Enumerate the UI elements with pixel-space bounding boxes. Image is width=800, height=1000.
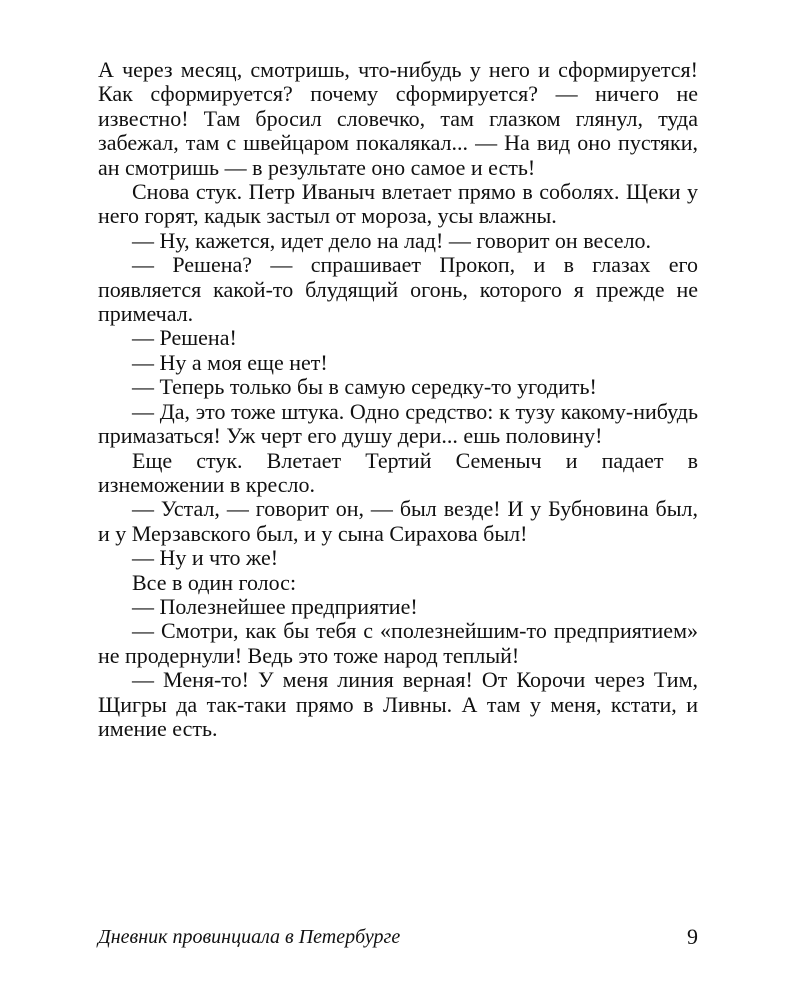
paragraph: — Ну а моя еще нет! xyxy=(132,349,328,375)
paragraph: — Смотри, как бы тебя с «полезнейшим-то предприятием» не продернули! Ведь это тоже народ теплый! xyxy=(98,618,698,668)
paragraph: Все в один голос: xyxy=(132,569,297,595)
paragraph: — Решена! xyxy=(132,325,237,351)
page-footer xyxy=(98,924,698,952)
paragraph: — Теперь только бы в самую середку-то угодить! xyxy=(132,374,597,400)
page-number: 9 xyxy=(687,924,698,949)
paragraph: — Да, это тоже штука. Одно средство: к тузу какому-нибудь примазаться! Уж черт его душу дери... ешь половину! xyxy=(98,398,698,449)
paragraph: — Меня-то! У меня линия верная! От Корочи через Тим, Щигры да так-таки прямо в Ливны. А там у меня, кстати, и имение есть. xyxy=(98,667,698,741)
paragraph: Снова стук. Петр Иваныч влетает прямо в соболях. Щеки у него горят, кадык застыл от мороза, усы влажны. xyxy=(98,179,698,229)
paragraph: — Полезнейшее предприятие! xyxy=(132,593,418,619)
paragraph: А через месяц, смотришь, что-нибудь у него и сформируется! Как сформируется? почему сформируется? — ничего не известно! Там бросил словечко, там глазком глянул, туда забежал, там с швейцаром покалякал... — На вид оно пустяки, ан смотришь — в результате оно самое и есть! xyxy=(98,57,698,180)
paragraph: — Ну и что же! xyxy=(132,545,279,571)
body-text xyxy=(98,58,698,741)
paragraph: — Ну, кажется, идет дело на лад! — говорит он весело. xyxy=(132,227,652,253)
paragraph: — Устал, — говорит он, — был везде! И у Бубновина был, и у Мерзавского был, и у сына Сирахова был! xyxy=(98,496,698,546)
paragraph: — Решена? — спрашивает Прокоп, и в глазах его появляется какой-то блудящий огонь, которого я прежде не примечал. xyxy=(98,252,698,327)
running-title: Дневник провинциала в Петербурге xyxy=(98,926,401,948)
paragraph: Еще стук. Влетает Тертий Семеныч и падает в изнеможении в кресло. xyxy=(98,447,698,497)
